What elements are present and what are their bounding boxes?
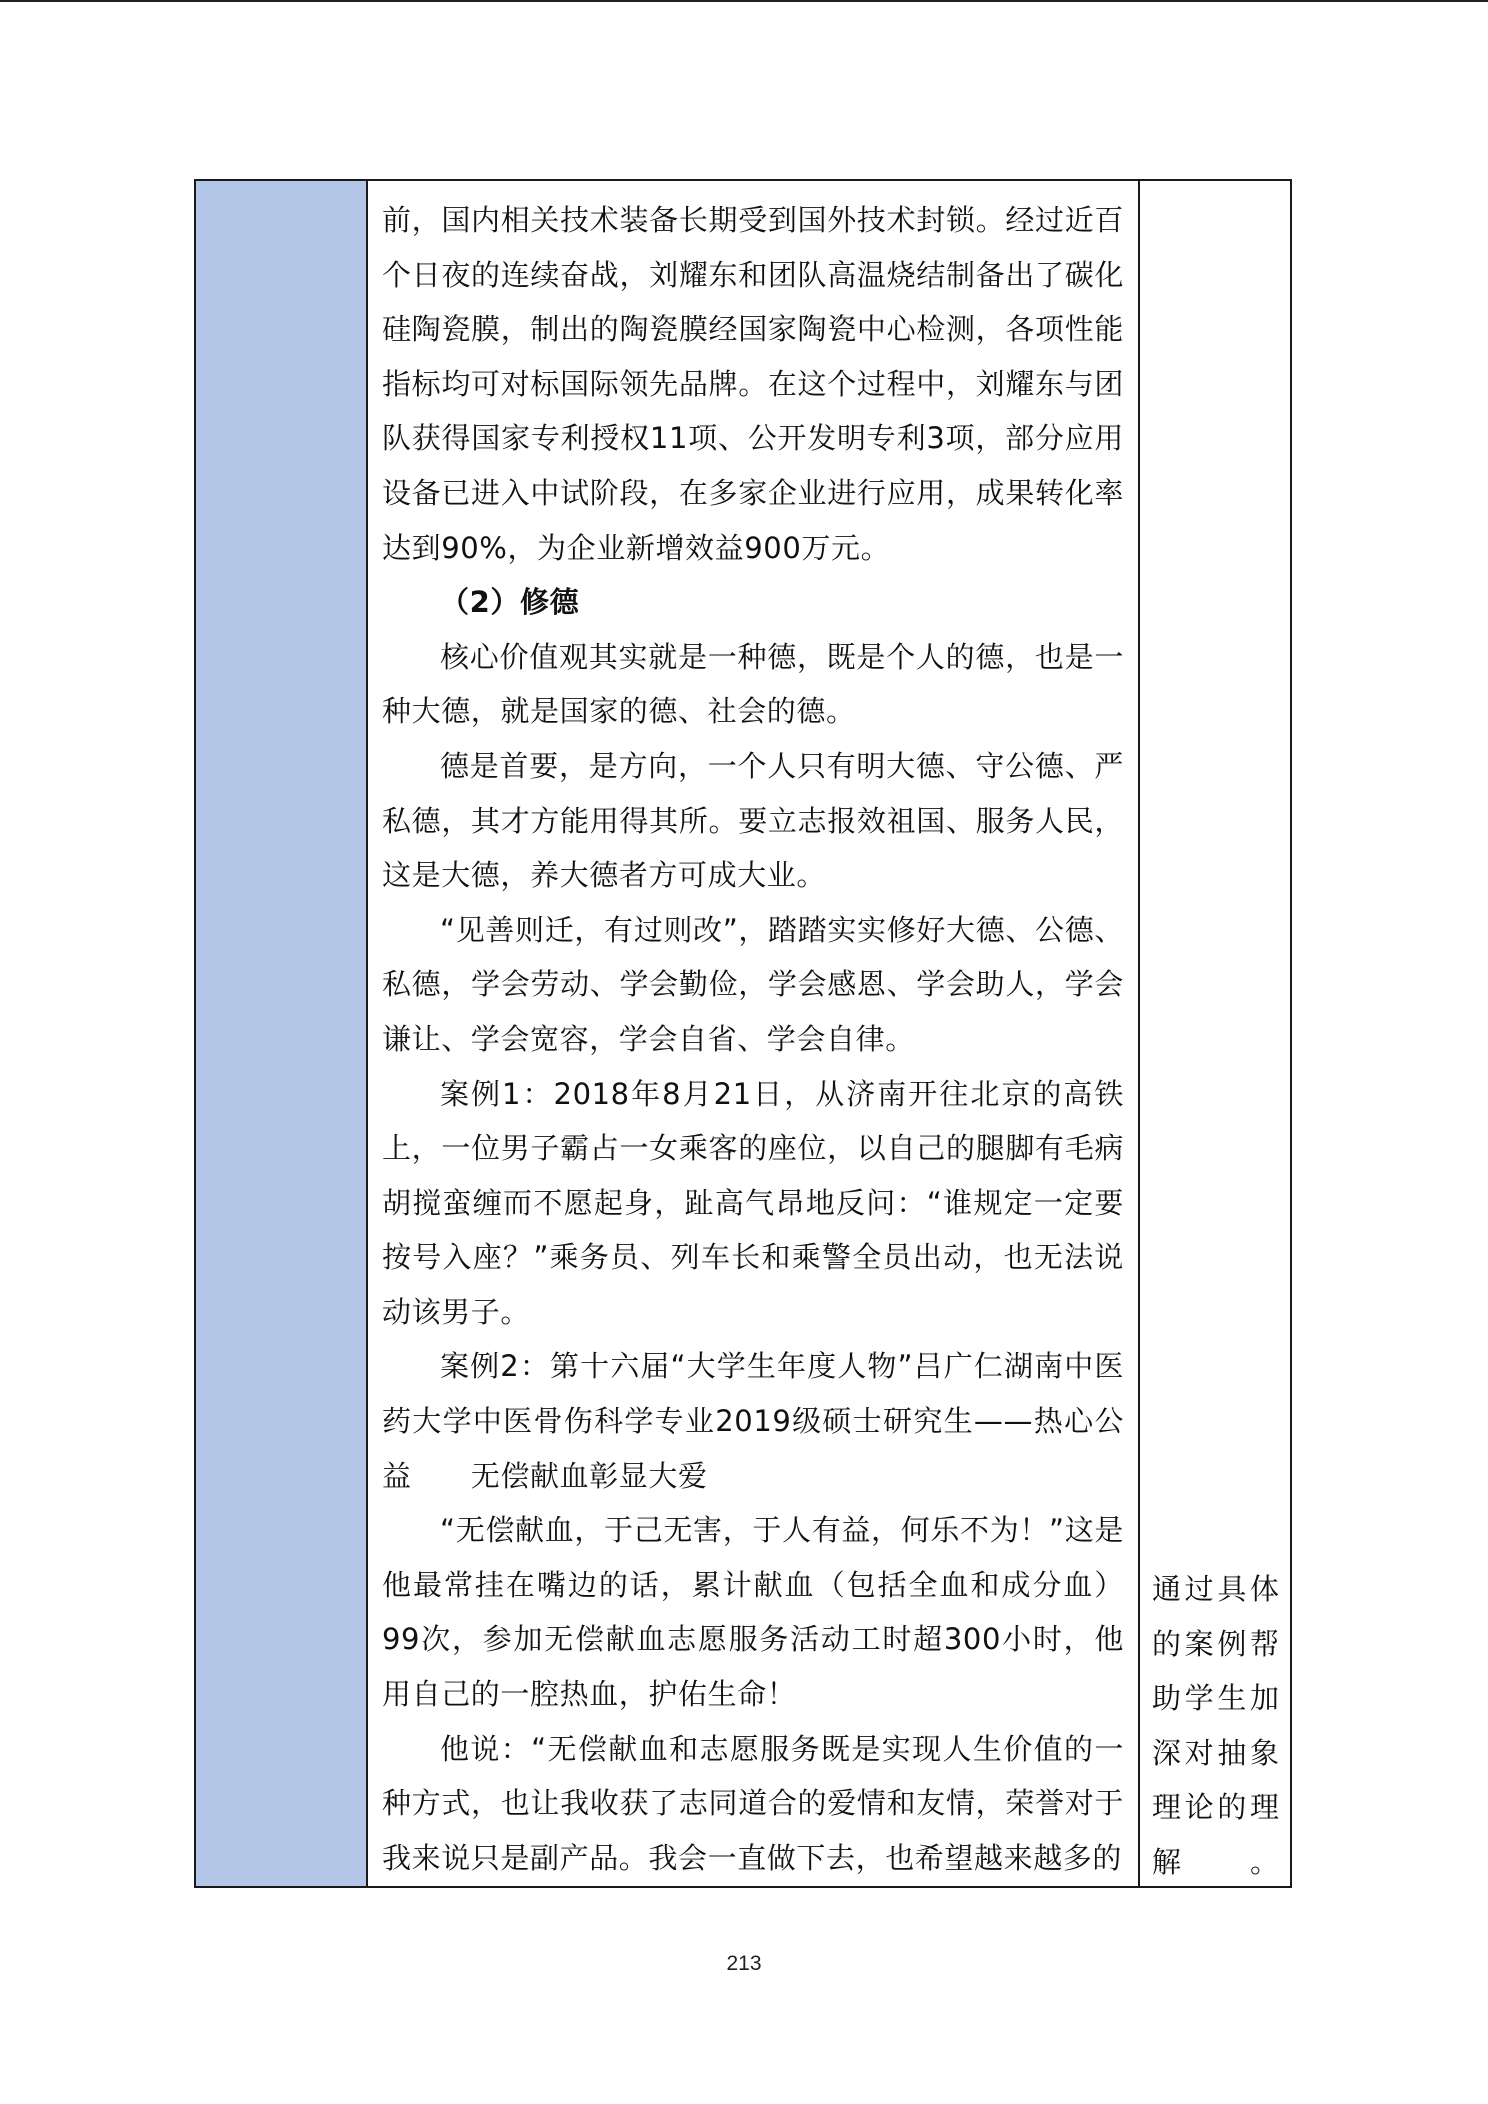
- paragraph-case-2: 案例2：第十六届“大学生年度人物”吕广仁湖南中医药大学中医骨伤科学专业2019级硕士研究生——热心公益 无偿献血彰显大爱: [382, 1349, 1124, 1493]
- paragraph-case-1: 案例1：2018年8月21日，从济南开往北京的高铁上，一位男子霸占一女乘客的座位，以自己的腿脚有毛病胡搅蛮缠而不愿起身，趾高气昂地反问：“谁规定一定要按号入座？”乘务员、列车长和乘警全员出动，也无法说动该男子。: [382, 1076, 1124, 1329]
- lesson-plan-table: [194, 179, 1292, 1888]
- page-number: 213: [726, 1952, 762, 1975]
- paragraph-blood-donation: “无偿献血，于己无害，于人有益，何乐不为！”这是他最常挂在嘴边的话，累计献血（包括全血和成分血）99次，参加无偿献血志愿服务活动工时超300小时，他用自己的一腔热血，护佑生命！: [382, 1513, 1124, 1712]
- paragraph-core-values: 核心价值观其实就是一种德，既是个人的德，也是一种大德，就是国家的德、社会的德。: [382, 639, 1124, 729]
- heading-xiude: （2）修德: [440, 585, 580, 620]
- section-label-column: [196, 181, 368, 1886]
- design-intent-note: 通过具体的案例帮助学生加深对抽象理论的理解。: [1152, 1572, 1280, 1879]
- top-border-line: [0, 0, 1488, 2]
- paragraph-quote: 他说：“无偿献血和志愿服务既是实现人生价值的一种方式，也让我收获了志同道合的爱情和友情，荣誉对于我来说只是副产品。我会一直做下去，也希望越来越多的: [382, 1731, 1124, 1875]
- design-intent-column: [1140, 181, 1290, 1886]
- paragraph-morality-first: 德是首要，是方向，一个人只有明大德、守公德、严私德，其才方能用得其所。要立志报效祖国、服务人民，这是大德，养大德者方可成大业。: [382, 748, 1124, 893]
- teaching-content-column: [368, 181, 1140, 1886]
- paragraph-self-improvement: “见善则迁，有过则改”，踏踏实实修好大德、公德、私德，学会劳动、学会勤俭，学会感恩、学会助人，学会谦让、学会宽容，学会自省、学会自律。: [382, 912, 1124, 1056]
- paragraph-tech-results: 前，国内相关技术装备长期受到国外技术封锁。经过近百个日夜的连续奋战，刘耀东和团队高温烧结制备出了碳化硅陶瓷膜，制出的陶瓷膜经国家陶瓷中心检测，各项性能指标均可对标国际领先品牌。在这个过程中，刘耀东与团队获得国家专利授权11项、公开发明专利3项，部分应用设备已进入中试阶段，在多家企业进行应用，成果转化率达到90%，为企业新增效益900万元。: [382, 203, 1124, 565]
